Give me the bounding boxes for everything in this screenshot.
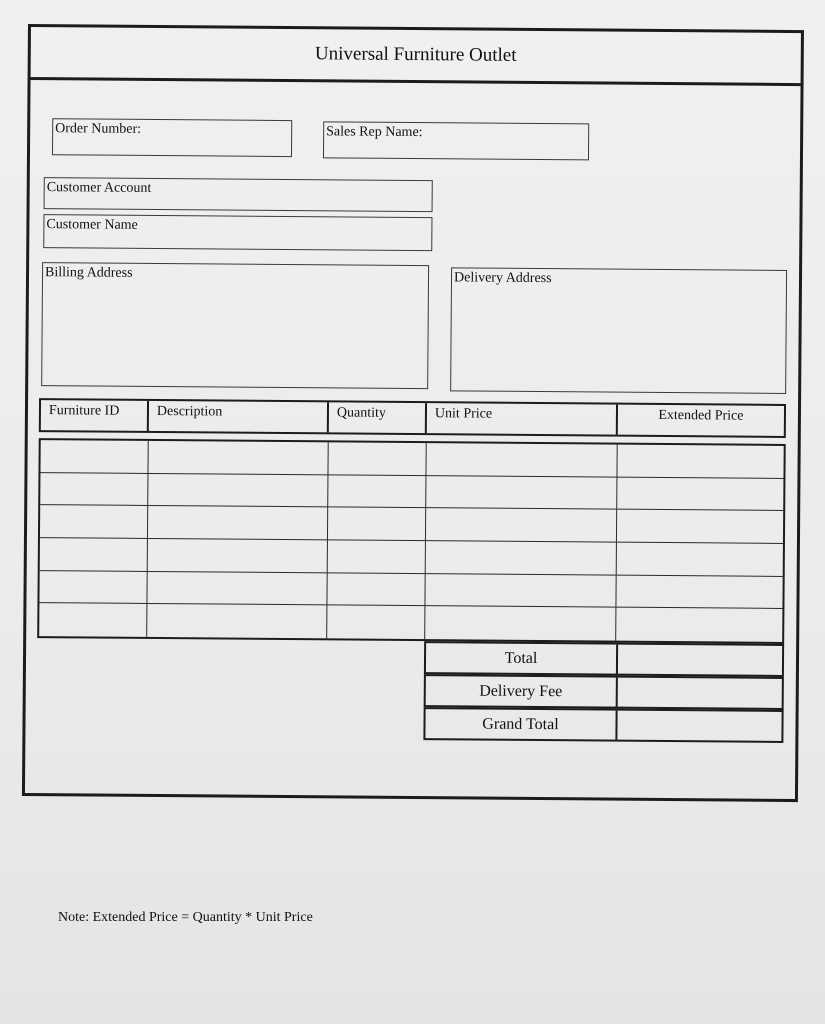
table-cell[interactable]: [40, 538, 148, 572]
table-cell[interactable]: [40, 440, 148, 474]
order-number-label: Order Number:: [55, 121, 142, 137]
delivery-fee-row: [424, 674, 784, 710]
table-cell[interactable]: [40, 505, 148, 539]
table-cell[interactable]: [426, 443, 617, 477]
delivery-fee-value[interactable]: [618, 678, 782, 708]
header-unit-price: Unit Price: [427, 403, 618, 434]
delivery-address-label: Delivery Address: [453, 270, 552, 287]
customer-account-field[interactable]: [44, 177, 433, 212]
table-cell[interactable]: [328, 442, 426, 475]
header-quantity: Quantity: [329, 402, 427, 433]
billing-address-field[interactable]: [41, 262, 429, 389]
total-row: [424, 641, 784, 677]
table-cell[interactable]: [148, 539, 328, 573]
header-extended-price: Extended Price: [658, 407, 744, 424]
order-items-grid: [37, 438, 786, 644]
header-description: Description: [149, 401, 329, 432]
table-cell[interactable]: [328, 475, 426, 508]
table-cell[interactable]: [327, 573, 425, 606]
table-cell[interactable]: [425, 606, 616, 640]
header-furniture-id: Furniture ID: [41, 400, 149, 431]
customer-name-field[interactable]: [43, 214, 432, 251]
table-cell[interactable]: [147, 572, 327, 606]
table-cell[interactable]: [426, 508, 617, 542]
table-cell[interactable]: [39, 603, 147, 637]
table-cell[interactable]: [616, 608, 782, 642]
table-cell[interactable]: [616, 575, 782, 609]
delivery-fee-label: Delivery Fee: [426, 676, 618, 707]
sales-rep-field[interactable]: [323, 121, 589, 160]
table-cell[interactable]: [40, 473, 148, 507]
total-label: Total: [426, 643, 618, 674]
table-cell[interactable]: [328, 540, 426, 573]
table-cell[interactable]: [148, 441, 328, 475]
delivery-address-field[interactable]: [450, 267, 787, 394]
table-cell[interactable]: [425, 574, 616, 608]
customer-account-label: Customer Account: [46, 180, 152, 196]
order-number-field[interactable]: [52, 118, 292, 157]
order-form: [22, 24, 804, 802]
table-cell[interactable]: [617, 477, 783, 511]
sales-rep-label: Sales Rep Name:: [326, 124, 423, 141]
formula-note: Note: Extended Price = Quantity * Unit Price: [58, 910, 313, 925]
customer-name-label: Customer Name: [46, 217, 138, 233]
table-cell[interactable]: [39, 571, 147, 605]
table-cell[interactable]: [617, 445, 783, 479]
grand-total-row: [423, 707, 783, 743]
grand-total-label: Grand Total: [425, 709, 617, 740]
table-cell[interactable]: [426, 541, 617, 575]
table-cell[interactable]: [426, 476, 617, 510]
table-cell[interactable]: [617, 510, 783, 544]
billing-address-label: Billing Address: [44, 265, 133, 281]
table-cell[interactable]: [617, 543, 783, 577]
table-cell[interactable]: [148, 506, 328, 540]
table-cell[interactable]: [148, 474, 328, 508]
table-cell[interactable]: [328, 508, 426, 541]
grand-total-value[interactable]: [617, 711, 781, 741]
form-title: Universal Furniture Outlet: [31, 27, 801, 86]
total-value[interactable]: [618, 645, 782, 675]
table-header: [39, 398, 786, 438]
table-cell[interactable]: [147, 604, 327, 638]
table-cell[interactable]: [327, 606, 425, 639]
